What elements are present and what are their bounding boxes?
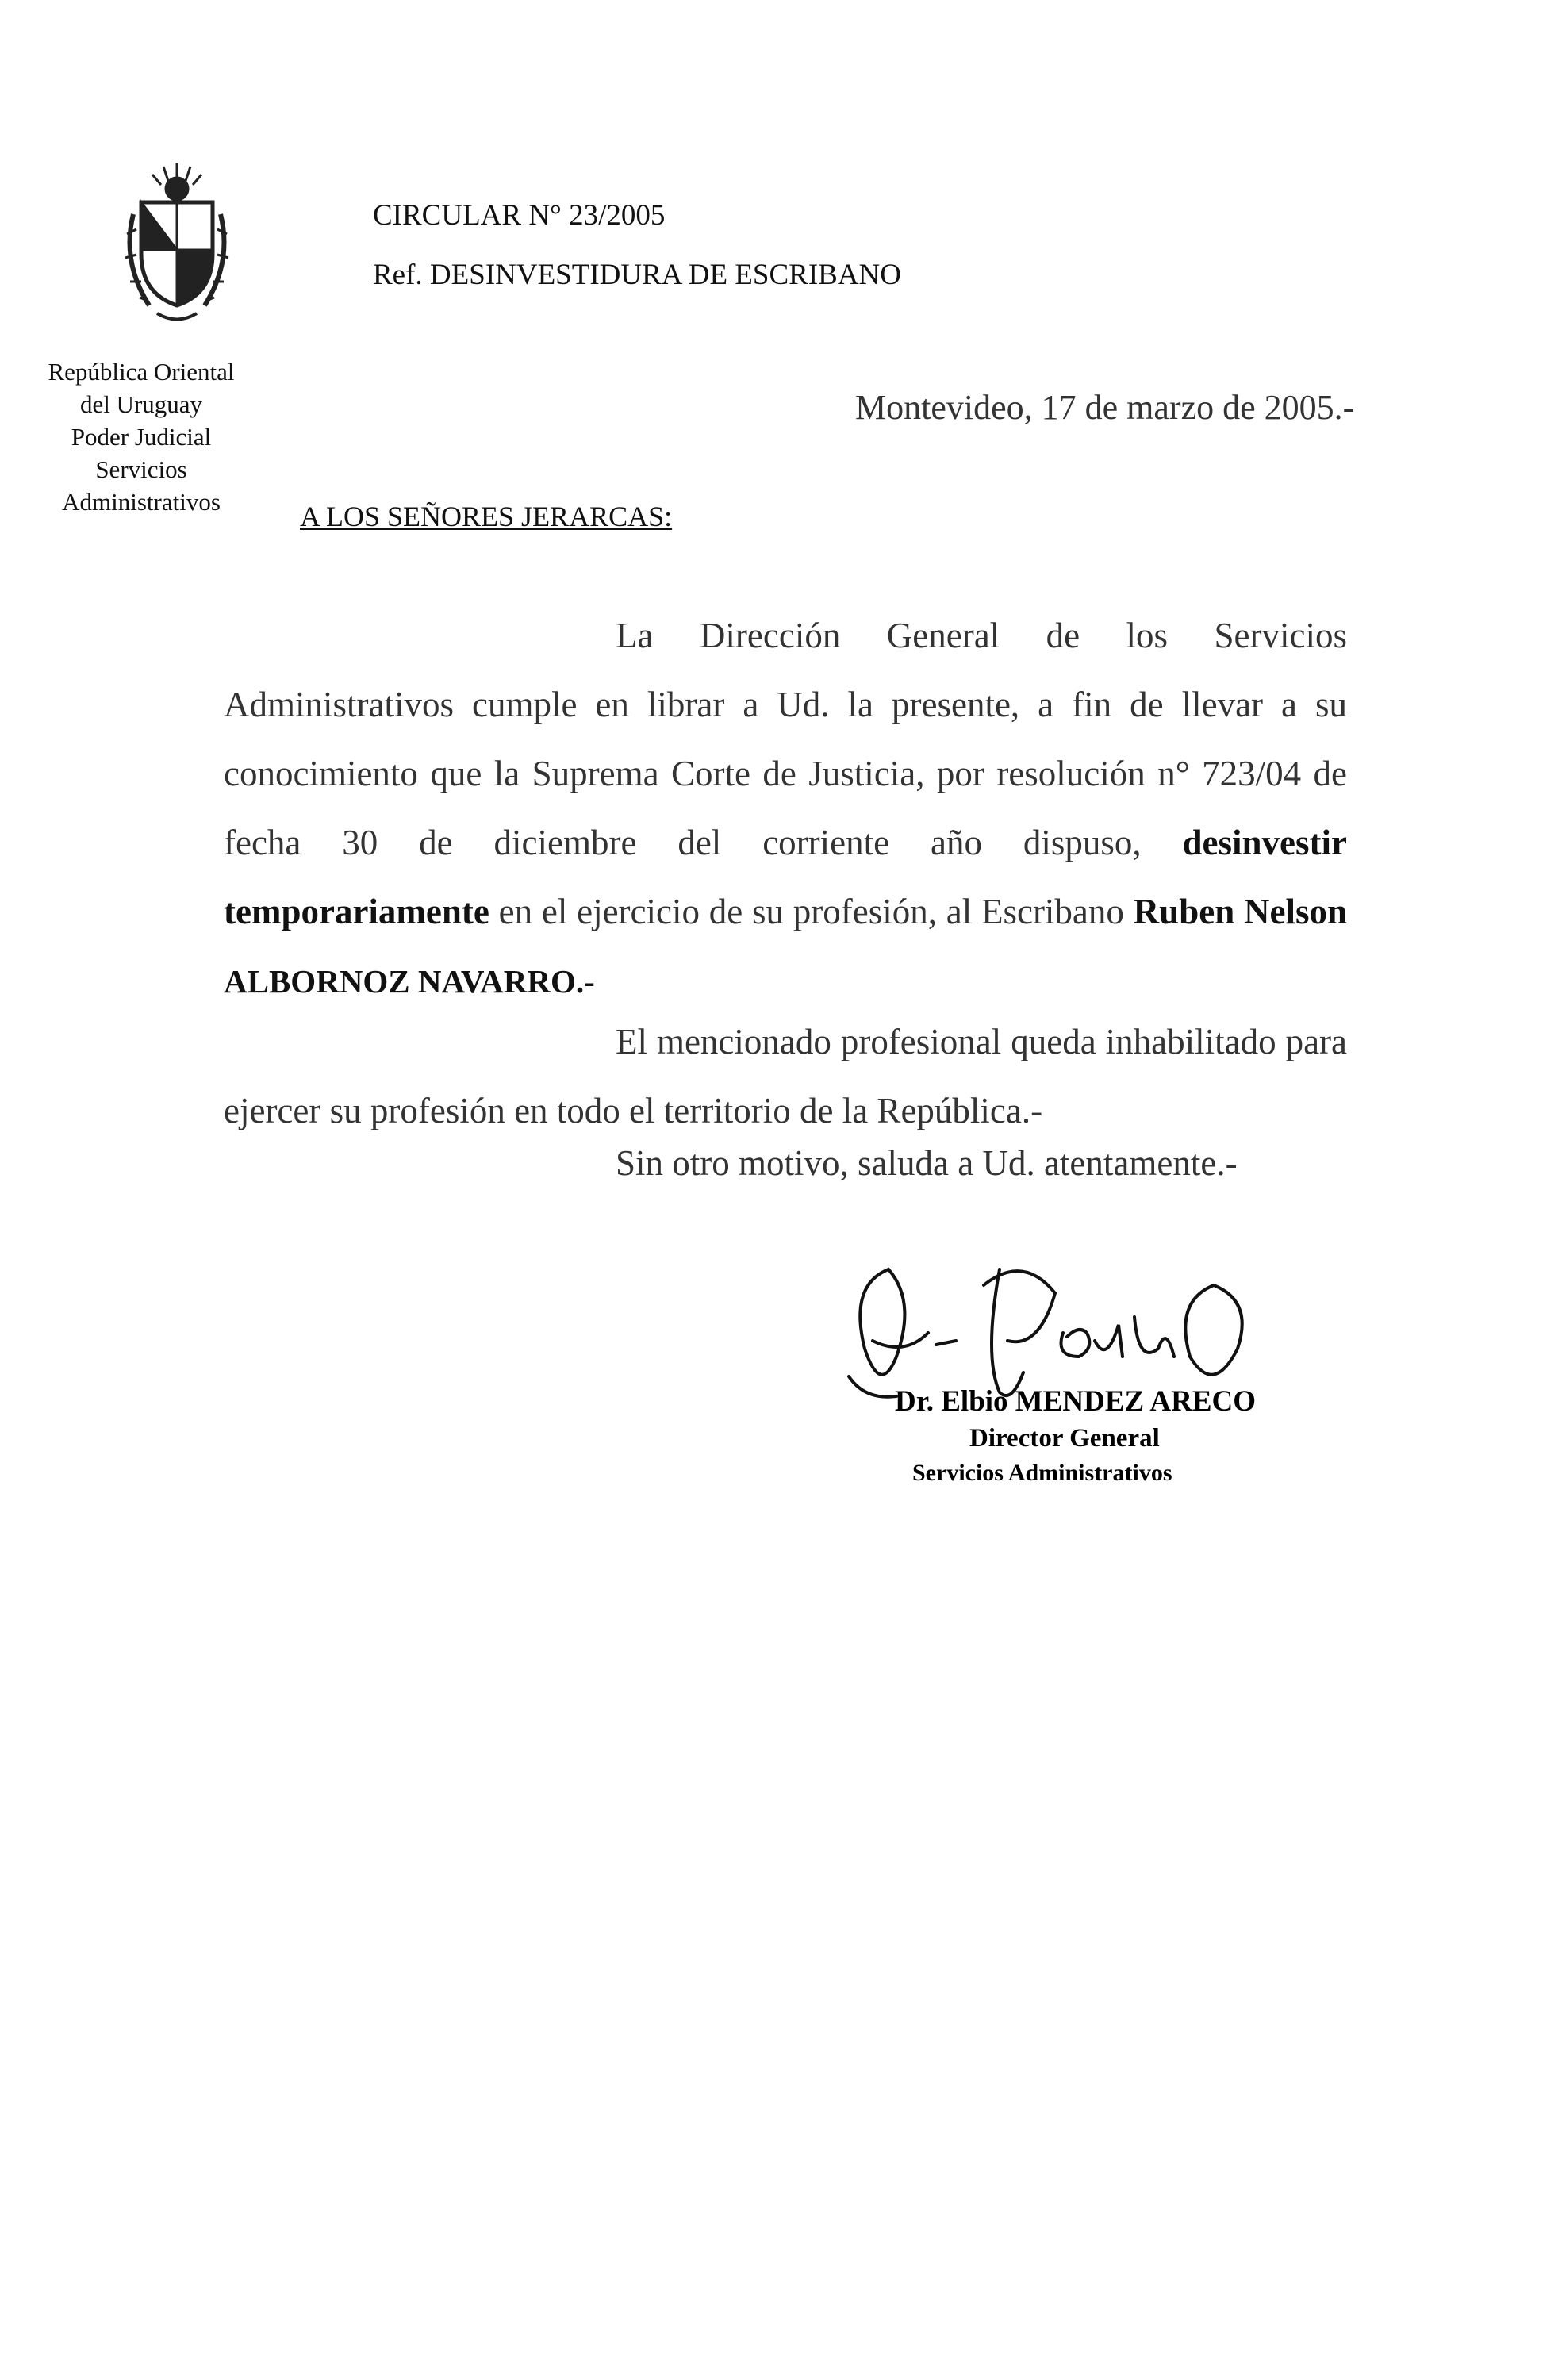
- institution-line: Poder Judicial: [71, 423, 212, 451]
- notary-first-name: Ruben Nelson: [1133, 892, 1347, 931]
- notary-surname: ALBORNOZ NAVARRO.-: [224, 963, 595, 1000]
- paragraph-text: en el ejercicio de su profesión, al Escribano: [489, 892, 1134, 931]
- date-line: Montevideo, 17 de marzo de 2005.-: [855, 388, 1355, 427]
- signatory-title: Director General: [969, 1424, 1160, 1453]
- coat-of-arms-icon: [117, 159, 236, 329]
- paragraph-text: La Dirección General de los Servicios Administrativos cumple en librar a Ud. la presente, a fin de llevar a su conocimiento que la Suprema Corte de Justicia, por resolución n° 723/04 de fecha 30 de diciembre del corriente año dispuso,: [224, 616, 1347, 862]
- institution-block: [32, 355, 251, 518]
- institution-line: Administrativos: [62, 488, 221, 516]
- circular-reference: Ref. DESINVESTIDURA DE ESCRIBANO: [373, 259, 901, 291]
- signatory-name: Dr. Elbio MENDEZ ARECO: [895, 1385, 1257, 1418]
- body-paragraph-2: El mencionado profesional queda inhabilitado para ejercer su profesión en todo el territorio de la República.-: [224, 1022, 1347, 1130]
- bold-phrase: desinvestir temporariamente: [224, 823, 1347, 931]
- addressee: A LOS SEÑORES JERARCAS:: [300, 501, 673, 532]
- institution-line: República Oriental: [48, 358, 235, 386]
- body-paragraph-1: [224, 601, 1347, 1016]
- closing-line: Sin otro motivo, saluda a Ud. atentamente.-: [616, 1143, 1238, 1183]
- institution-line: del Uruguay: [79, 390, 203, 418]
- institution-line: Servicios: [95, 455, 187, 483]
- signatory-office: Servicios Administrativos: [912, 1460, 1172, 1486]
- circular-title: CIRCULAR N° 23/2005: [373, 199, 666, 232]
